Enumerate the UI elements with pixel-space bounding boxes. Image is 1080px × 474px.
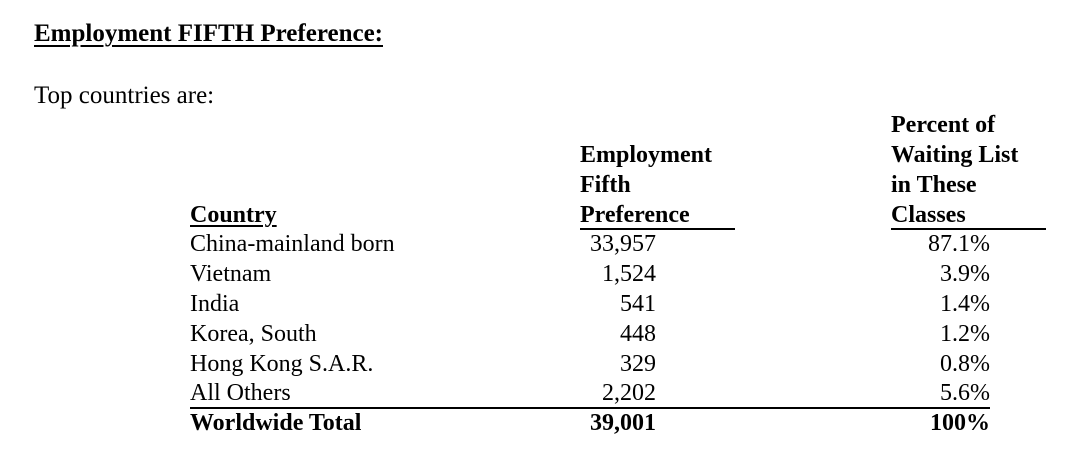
percent-cell: 3.9% <box>940 261 990 287</box>
employment-cell: 541 <box>620 291 656 317</box>
intro-text: Top countries are: <box>34 82 215 109</box>
column-header-percent-line: Percent of <box>891 112 996 138</box>
country-cell: Vietnam <box>190 261 272 287</box>
column-header-percent <box>891 110 1018 230</box>
country-cell: All Others <box>190 380 291 406</box>
column-header-percent-line: in These <box>891 172 977 198</box>
column-header-country: Country <box>190 202 277 228</box>
country-cell: India <box>190 291 240 317</box>
country-cell: Hong Kong S.A.R. <box>190 351 374 377</box>
total-percent: 100% <box>930 410 990 436</box>
column-header-employment-line: Preference <box>580 202 690 228</box>
column-header-employment-line: Fifth <box>580 172 631 198</box>
percent-cell: 87.1% <box>928 231 990 257</box>
total-label: Worldwide Total <box>190 410 362 436</box>
employment-cell: 2,202 <box>602 380 656 406</box>
percent-cell: 1.2% <box>940 321 990 347</box>
column-header-employment-line: Employment <box>580 142 712 168</box>
country-cell: China-mainland born <box>190 231 395 257</box>
employment-cell: 1,524 <box>602 261 656 287</box>
employment-cell: 329 <box>620 351 656 377</box>
country-cell: Korea, South <box>190 321 317 347</box>
percent-cell: 0.8% <box>940 351 990 377</box>
page-title: Employment FIFTH Preference: <box>34 20 383 47</box>
column-header-percent-line: Waiting List <box>891 142 1019 168</box>
column-header-employment <box>580 140 712 230</box>
employment-cell: 33,957 <box>590 231 656 257</box>
percent-cell: 1.4% <box>940 291 990 317</box>
column-header-percent-line: Classes <box>891 202 966 228</box>
total-employment: 39,001 <box>590 410 656 436</box>
percent-cell: 5.6% <box>940 380 990 406</box>
employment-cell: 448 <box>620 321 656 347</box>
